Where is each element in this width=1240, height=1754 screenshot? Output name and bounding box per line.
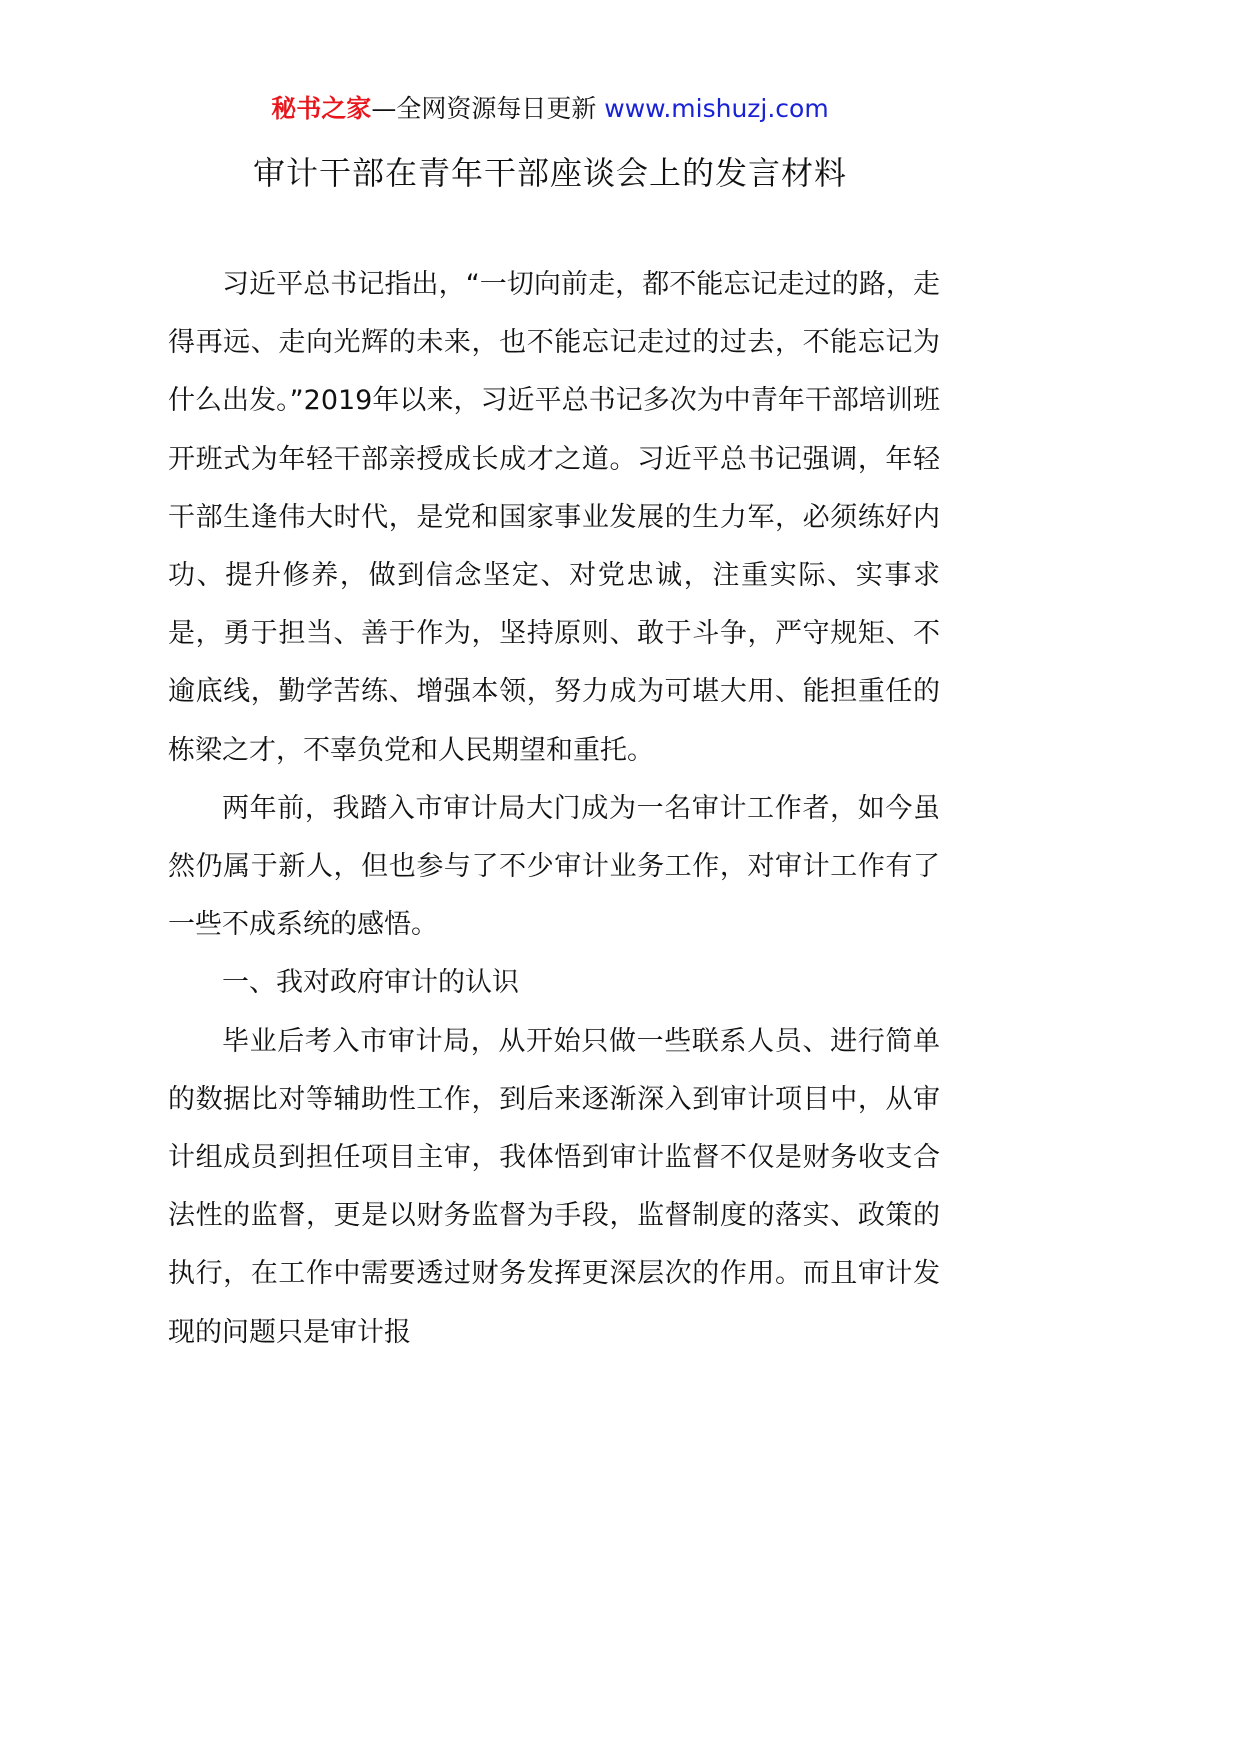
body-paragraph: 习近平总书记指出，“一切向前走，都不能忘记走过的路，走得再远、走向光辉的未来，也不能忘记走过的过去，不能忘记为什么出发。”2019年以来，习近平总书记多次为中青年干部培训班开班式为年轻干部亲授成长成才之道。习近平总书记强调，年轻干部生逢伟大时代，是党和国家事业发展的生力军，必须练好内功、提升修养，做到信念坚定、对党忠诚，注重实际、实事求是，勇于担当、善于作为，坚持原则、敢于斗争，严守规矩、不逾底线，勤学苦练、增强本领，努力成为可堪大用、能担重任的栋梁之才，不辜负党和人民期望和重托。 [168, 269, 940, 766]
body-paragraph: 两年前，我踏入市审计局大门成为一名审计工作者，如今虽然仍属于新人，但也参与了不少审计业务工作，对审计工作有了一些不成系统的感悟。 [168, 792, 940, 941]
site-header [0, 92, 1100, 126]
document-title: 审计干部在青年干部座谈会上的发言材料 [252, 154, 847, 192]
site-url-link[interactable]: www.mishuzj.com [604, 94, 829, 123]
body-paragraph: 毕业后考入市审计局，从开始只做一些联系人员、进行简单的数据比对等辅助性工作，到后来逐渐深入到审计项目中，从审计组成员到担任项目主审，我体悟到审计监督不仅是财务收支合法性的监督，更是以财务监督为手段，监督制度的落实、政策的执行，在工作中需要透过财务发挥更深层次的作用。而且审计发现的问题只是审计报 [168, 1025, 940, 1348]
section-heading: 一、我对政府审计的认识 [222, 967, 519, 999]
site-brand: 秘书之家 [271, 94, 372, 123]
document-body [168, 256, 940, 1362]
site-tagline: —全网资源每日更新 [371, 94, 597, 123]
